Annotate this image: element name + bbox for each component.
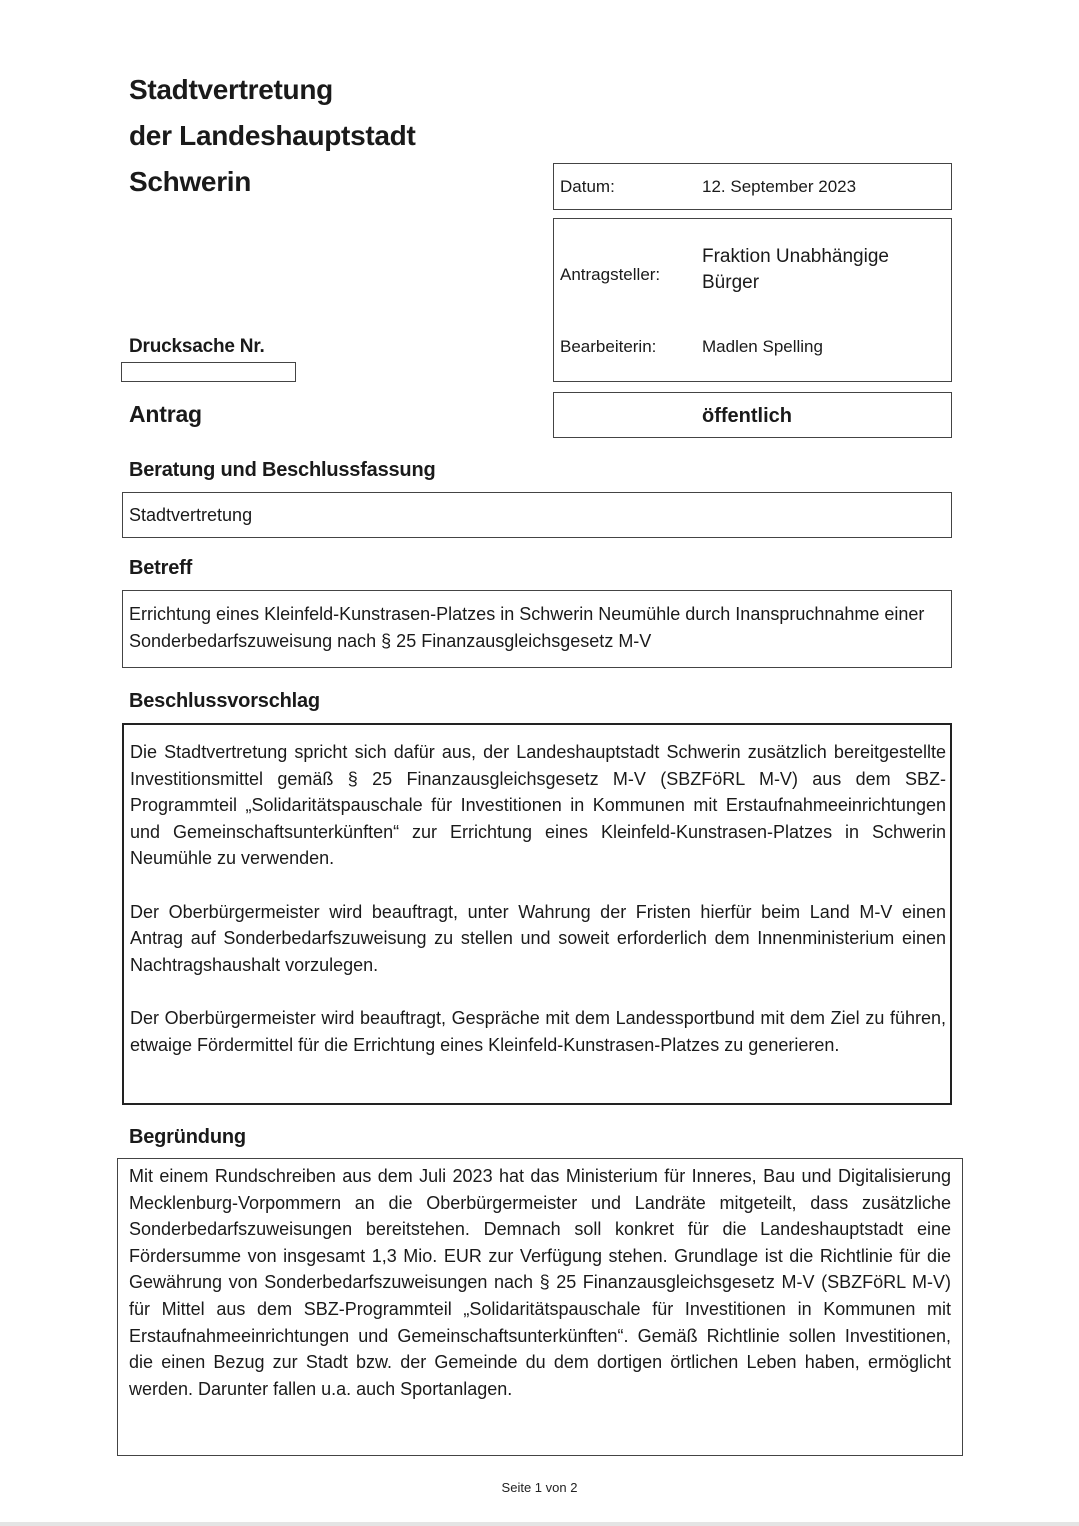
title-line-3: Schwerin bbox=[129, 166, 252, 197]
page-indicator: Seite 1 von 2 bbox=[501, 1480, 578, 1495]
beschlussvorschlag-paragraph-1: Die Stadtvertretung spricht sich dafür aus, der Landeshauptstadt Schwerin zusätzlich bereitgestellte Investitionsmittel gemäß § 25 Finanzausgleichsgesetz M-V (SBZFöRL M-V) aus dem SBZ-Programmteil „Solidaritätspauschale für Investitionen in Kommunen mit Erstaufnahmeeinrichtungen und Gemeinschaftsunterkünften“ zur Errichtung eines Kleinfeld-Kunstrasen-Platzes in Schwerin Neumühle zu verwenden. bbox=[130, 742, 946, 869]
betreff-text: Errichtung eines Kleinfeld-Kunstrasen-Platzes in Schwerin Neumühle durch Inanspruchnahme einer Sonderbedarfszuweisung nach § 25 Finanzausgleichsgesetz M-V bbox=[129, 604, 925, 651]
begruendung-text: Mit einem Rundschreiben aus dem Juli 2023 hat das Ministerium für Inneres, Bau und Digitalisierung Mecklenburg-Vorpommern an die Oberbürgermeister und Landräte mitgeteilt, dass zusätzliche Sonderbedarfszuweisungen bereitstehen. Demnach soll konkret für die Landeshauptstadt eine Fördersumme von insgesamt 1,3 Mio. EUR zur Verfügung stehen. Grundlage ist die Richtlinie für die Gewährung von Sonderbedarfszuweisungen nach § 25 Finanzausgleichsgesetz M-V (SBZFöRL M-V) für Mittel aus dem SBZ-Programmteil „Solidaritätspauschale für Investitionen in Kommunen mit Erstaufnahmeeinrichtungen und Gemeinschaftsunterkünften“. Gemäß Richtlinie sollen Investitionen, die einen Bezug zur Stadt bzw. der Gemeinde du dem dortigen örtlichen Leben haben, ermöglicht werden. Darunter fallen u.a. auch Sportanlagen. bbox=[129, 1166, 951, 1399]
beschlussvorschlag-heading: Beschlussvorschlag bbox=[129, 690, 320, 712]
visibility-value: öffentlich bbox=[702, 405, 792, 427]
beschlussvorschlag-paragraph-2: Der Oberbürgermeister wird beauftragt, unter Wahrung der Fristen hierfür beim Land M-V einen Antrag auf Sonderbedarfszuweisung zu stellen und soweit erforderlich dem Innenministerium einen Nachtragshaushalt vorzulegen. bbox=[130, 901, 946, 975]
datum-label: Datum: bbox=[560, 177, 615, 196]
author-box bbox=[553, 218, 952, 382]
title-line-1: Stadtvertretung bbox=[129, 74, 333, 105]
beschlussvorschlag-box bbox=[122, 723, 952, 1105]
beschlussvorschlag-paragraph-3: Der Oberbürgermeister wird beauftragt, Gespräche mit dem Landessportbund mit dem Ziel zu führen, etwaige Fördermittel für die Errichtung eines Kleinfeld-Kunstrasen-Platzes zu generieren. bbox=[130, 1007, 946, 1055]
title-line-2: der Landeshauptstadt bbox=[129, 120, 416, 151]
datum-value: 12. September 2023 bbox=[702, 177, 857, 196]
document-type: Antrag bbox=[129, 401, 202, 427]
bearbeiterin-label: Bearbeiterin: bbox=[560, 337, 657, 356]
page-bottom-edge bbox=[0, 1522, 1079, 1526]
begruendung-heading: Begründung bbox=[129, 1126, 246, 1148]
antragsteller-value-line-1: Fraktion Unabhängige bbox=[702, 246, 889, 267]
betreff-heading: Betreff bbox=[129, 557, 193, 579]
drucksache-label: Drucksache Nr. bbox=[129, 336, 265, 357]
betreff-box bbox=[122, 590, 952, 668]
antragsteller-value-line-2: Bürger bbox=[702, 272, 760, 293]
begruendung-box bbox=[117, 1158, 963, 1456]
beratung-heading: Beratung und Beschlussfassung bbox=[129, 459, 436, 481]
datum-box bbox=[553, 163, 952, 210]
drucksache-number-field bbox=[121, 362, 296, 382]
beratung-box bbox=[122, 492, 952, 538]
antragsteller-label: Antragsteller: bbox=[560, 265, 661, 284]
visibility-box bbox=[553, 392, 952, 438]
beratung-value: Stadtvertretung bbox=[129, 505, 253, 525]
bearbeiterin-value: Madlen Spelling bbox=[702, 337, 823, 356]
